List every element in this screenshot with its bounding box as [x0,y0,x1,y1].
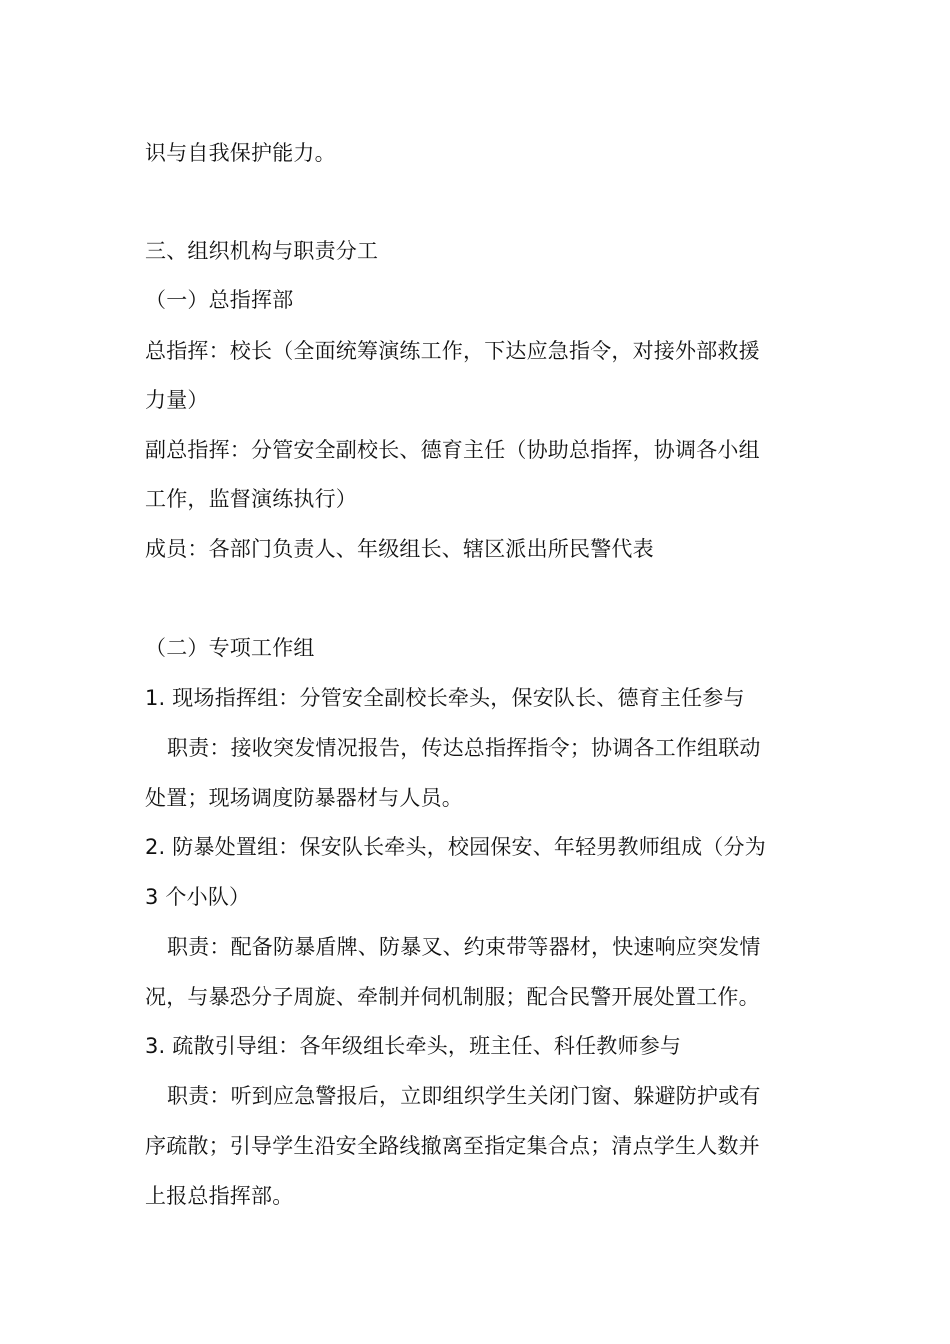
commander-line-1: 总指挥：校长（全面统筹演练工作，下达应急指令，对接外部救援 [145,339,760,363]
group-1-duty-line-1: 职责：接收突发情况报告，传达总指挥指令；协调各工作组联动 [167,736,761,760]
deputy-commander-line-1: 副总指挥：分管安全副校长、德育主任（协助总指挥，协调各小组 [145,438,760,462]
commander-line-2: 力量） [145,388,209,412]
deputy-commander-line-2: 工作，监督演练执行） [145,487,357,511]
group-3-duty-line-2: 序疏散；引导学生沿安全路线撤离至指定集合点；清点学生人数并 [145,1134,760,1158]
group-3-duty-line-1: 职责：听到应急警报后，立即组织学生关闭门窗、躲避防护或有 [167,1084,761,1108]
group-2-duty-line-1: 职责：配备防暴盾牌、防暴叉、约束带等器材，快速响应突发情 [167,935,761,959]
subsection-heading-2: （二）专项工作组 [145,636,315,660]
subsection-heading-1: （一）总指挥部 [145,288,294,312]
group-3-duty-line-3: 上报总指挥部。 [145,1184,294,1208]
members-line: 成员：各部门负责人、年级组长、辖区派出所民警代表 [145,537,654,561]
paragraph-line-1: 识与自我保护能力。 [145,141,336,165]
group-1-title: 1. 现场指挥组：分管安全副校长牵头，保安队长、德育主任参与 [145,686,745,710]
group-2-title-line-2: 3 个小队） [145,885,251,909]
group-2-duty-line-2: 况，与暴恐分子周旋、牵制并伺机制服；配合民警开展处置工作。 [145,985,760,1009]
group-1-duty-line-2: 处置；现场调度防暴器材与人员。 [145,786,463,810]
group-3-title: 3. 疏散引导组：各年级组长牵头，班主任、科任教师参与 [145,1034,682,1058]
group-2-title-line-1: 2. 防暴处置组：保安队长牵头，校园保安、年轻男教师组成（分为 [145,835,766,859]
section-heading: 三、组织机构与职责分工 [145,239,379,263]
